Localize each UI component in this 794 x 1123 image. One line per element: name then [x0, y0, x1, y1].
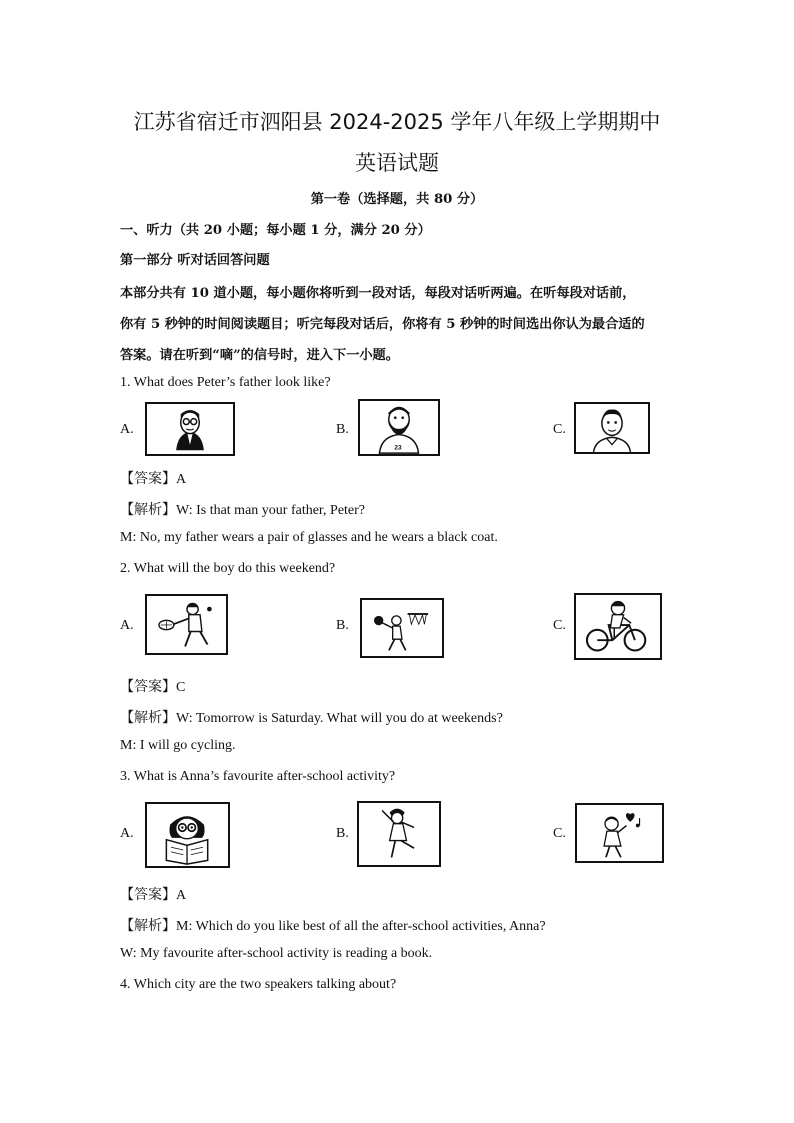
analysis-1-cont: M: No, my father wears a pair of glasses and he wears a black coat.	[120, 530, 498, 545]
instruction-line: 答案。请在听到“嘀”的信号时，进入下一小题。	[120, 348, 399, 363]
answer-2: 【答案】C	[120, 680, 186, 695]
exam-title: 江苏省宿迁市泗阳县 2024-2025 学年八年级上学期期中	[133, 110, 661, 134]
bearded-man-jersey-icon[interactable]	[358, 399, 440, 456]
option-c-label[interactable]: C.	[553, 826, 566, 841]
option-a-label[interactable]: A.	[120, 422, 134, 437]
svg-text:23: 23	[394, 444, 402, 452]
boy-basketball-icon[interactable]	[360, 598, 444, 658]
man-glasses-coat-icon[interactable]	[145, 402, 235, 456]
exam-subtitle: 英语试题	[355, 151, 439, 175]
option-b-label[interactable]: B.	[336, 618, 349, 633]
question-3: 3. What is Anna’s favourite after-school activity?	[120, 769, 396, 784]
analysis-2-cont: M: I will go cycling.	[120, 738, 236, 753]
question-1: 1. What does Peter’s father look like?	[120, 375, 331, 390]
analysis-2: 【解析】W: Tomorrow is Saturday. What will you do at weekends?	[120, 711, 503, 726]
girl-dancing-icon[interactable]	[357, 801, 441, 867]
answer-1: 【答案】A	[120, 472, 187, 487]
analysis-3: 【解析】M: Which do you like best of all the after-school activities, Anna?	[120, 919, 546, 934]
question-2: 2. What will the boy do this weekend?	[120, 561, 336, 576]
option-c-label[interactable]: C.	[553, 618, 566, 633]
section-heading: 一、听力（共 20 小题；每小题 1 分，满分 20 分）	[120, 223, 431, 238]
short-hair-man-icon[interactable]	[574, 402, 650, 454]
analysis-3-cont: W: My favourite after-school activity is reading a book.	[120, 946, 433, 961]
girl-singing-icon[interactable]	[575, 803, 664, 863]
answer-3: 【答案】A	[120, 888, 187, 903]
analysis-1: 【解析】W: Is that man your father, Peter?	[120, 503, 366, 518]
boy-tennis-icon[interactable]	[145, 594, 228, 655]
option-a-label[interactable]: A.	[120, 618, 134, 633]
boy-cycling-icon[interactable]	[574, 593, 662, 660]
instruction-line: 本部分共有 10 道小题，每小题你将听到一段对话，每段对话听两遍。在听每段对话前，	[120, 286, 636, 301]
instruction-line: 你有 5 秒钟的时间阅读题目；听完每段对话后，你将有 5 秒钟的时间选出你认为最合适的	[120, 317, 645, 332]
girl-reading-book-icon[interactable]	[145, 802, 230, 868]
option-a-label[interactable]: A.	[120, 826, 134, 841]
option-b-label[interactable]: B.	[336, 422, 349, 437]
question-4: 4. Which city are the two speakers talking about?	[120, 977, 397, 992]
part-heading: 第一部分 听对话回答问题	[120, 253, 270, 268]
option-b-label[interactable]: B.	[336, 826, 349, 841]
option-c-label[interactable]: C.	[553, 422, 566, 437]
volume-heading: 第一卷（选择题，共 80 分）	[310, 192, 484, 207]
